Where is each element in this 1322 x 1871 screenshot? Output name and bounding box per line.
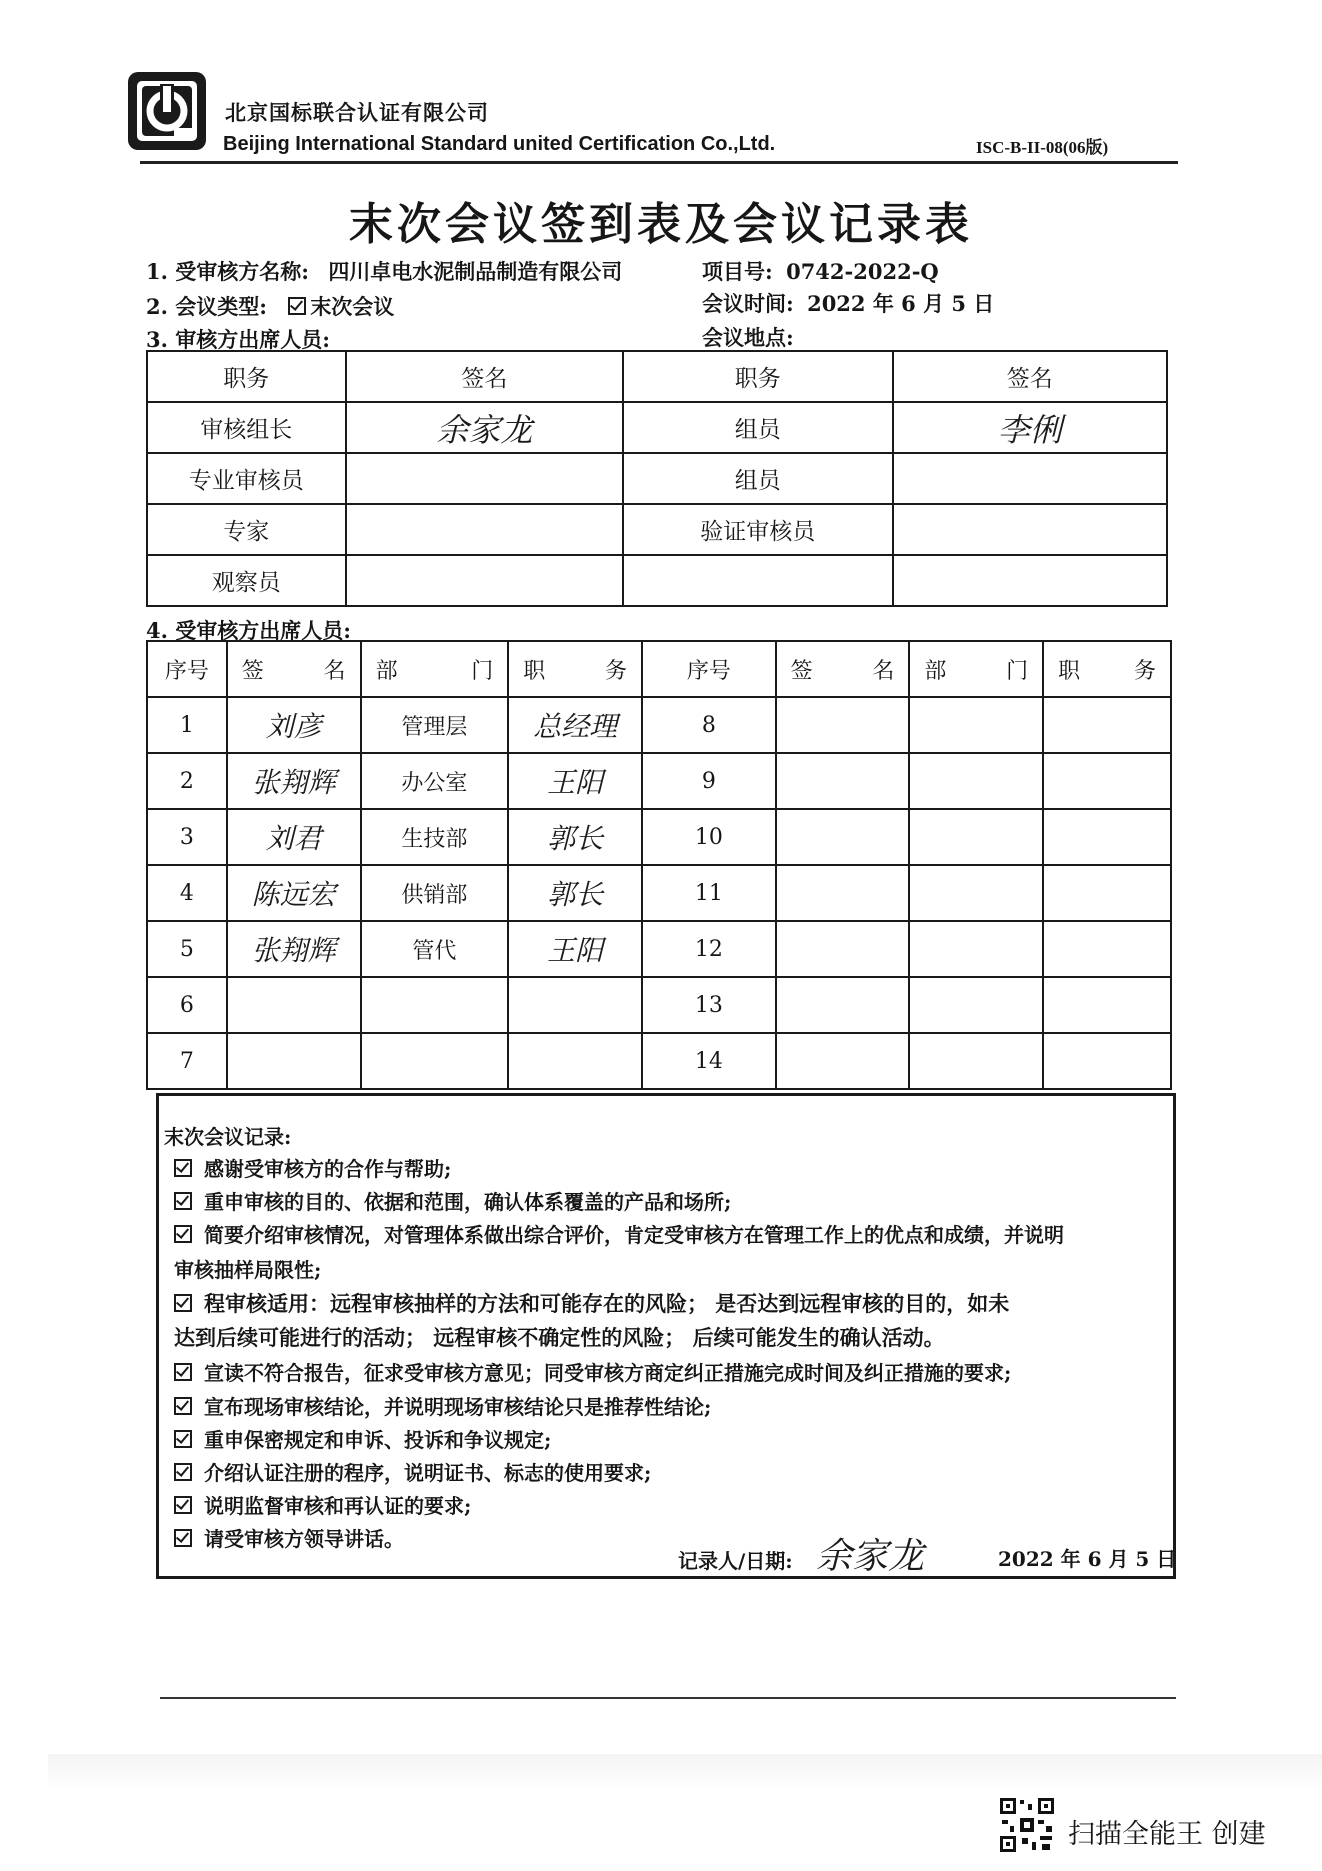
minutes-item <box>174 1424 551 1453</box>
position-cell[interactable] <box>508 1033 642 1089</box>
role-cell <box>623 555 892 606</box>
recorder-label: 记录人/日期: <box>678 1549 793 1573</box>
number-cell: 11 <box>642 865 776 921</box>
position-cell[interactable] <box>1043 1033 1171 1089</box>
number-cell: 9 <box>642 753 776 809</box>
header-position-text <box>1044 654 1170 685</box>
number-cell: 10 <box>642 809 776 865</box>
position-cell[interactable] <box>508 865 642 921</box>
signature-cell[interactable] <box>776 753 910 809</box>
header-department <box>361 641 509 697</box>
checkbox-checked[interactable] <box>174 1225 192 1243</box>
department-cell <box>361 977 509 1033</box>
header-department-text <box>362 654 508 685</box>
header-signature-text <box>228 654 360 685</box>
handwritten-signature: 总经理 <box>533 710 618 743</box>
handwritten-signature: 刘彦 <box>265 710 322 743</box>
minutes-item-text: 宣布现场审核结论，并说明现场审核结论只是推荐性结论; <box>204 1395 712 1419</box>
signature-cell[interactable] <box>227 809 361 865</box>
signature-cell[interactable] <box>227 753 361 809</box>
project-number-value: 0742-2022-Q <box>786 259 939 284</box>
header-signature: 签名 <box>346 351 624 402</box>
minutes-item-text: 程审核适用：远程审核抽样的方法和可能存在的风险； 是否达到远程审核的目的，如未 <box>204 1291 1010 1316</box>
header-char: 名 <box>872 658 895 684</box>
minutes-item-text: 说明监督审核和再认证的要求; <box>204 1494 472 1518</box>
header-char: 签 <box>790 658 813 684</box>
header-char: 职 <box>1058 658 1081 684</box>
handwritten-signature: 张翔辉 <box>251 934 336 967</box>
checkbox-checked[interactable] <box>174 1294 192 1312</box>
minutes-item <box>174 1457 651 1486</box>
meeting-type-label: 2. 会议类型: <box>146 294 267 319</box>
signature-cell[interactable] <box>227 865 361 921</box>
minutes-item <box>174 1186 731 1215</box>
auditee-attendees-label: 4. 受审核方出席人员: <box>146 618 351 643</box>
checkbox-checked[interactable] <box>174 1397 192 1415</box>
header-char: 部 <box>924 658 947 684</box>
signature-cell[interactable] <box>893 504 1168 555</box>
header-char: 务 <box>1133 658 1156 684</box>
position-cell[interactable] <box>1043 809 1171 865</box>
header-signature <box>776 641 910 697</box>
signature-cell[interactable] <box>776 1033 910 1089</box>
header-char: 名 <box>323 658 346 684</box>
number-cell: 14 <box>642 1033 776 1089</box>
handwritten-signature: 郭长 <box>547 878 604 911</box>
minutes-item <box>174 1391 711 1420</box>
number-cell: 4 <box>147 865 227 921</box>
number-cell: 13 <box>642 977 776 1033</box>
header-position <box>1043 641 1171 697</box>
table-row <box>147 402 1167 453</box>
minutes-item <box>174 1357 1011 1386</box>
signature-cell[interactable] <box>776 865 910 921</box>
auditee-attendance-table <box>146 640 1172 1090</box>
handwritten-signature: 王阳 <box>547 934 604 967</box>
auditee-rows <box>147 697 1171 1089</box>
department-cell[interactable] <box>909 809 1043 865</box>
qr-code-icon <box>998 1796 1056 1854</box>
minutes-item <box>174 1153 451 1182</box>
handwritten-signature: 王阳 <box>547 766 604 799</box>
signature-cell[interactable] <box>227 697 361 753</box>
handwritten-signature: 李俐 <box>997 410 1062 449</box>
number-cell: 7 <box>147 1033 227 1089</box>
minutes-item-text: 重申审核的目的、依据和范围，确认体系覆盖的产品和场所; <box>204 1190 732 1214</box>
project-number-row <box>702 256 939 286</box>
meeting-time-value: 2022 年 6 月 5 日 <box>807 291 995 316</box>
checkbox-checked[interactable] <box>174 1192 192 1210</box>
meeting-place-label: 会议地点: <box>702 325 794 350</box>
role-cell: 验证审核员 <box>623 504 892 555</box>
meeting-time-label: 会议时间: <box>702 291 794 316</box>
signature-cell[interactable] <box>893 453 1168 504</box>
header-signature: 签名 <box>893 351 1168 402</box>
table-row <box>147 753 1171 809</box>
role-cell: 审核组长 <box>147 402 346 453</box>
table-row <box>147 921 1171 977</box>
department-cell[interactable] <box>909 1033 1043 1089</box>
signature-cell[interactable] <box>346 555 624 606</box>
number-cell: 2 <box>147 753 227 809</box>
meeting-time-row <box>702 288 994 318</box>
signature-cell[interactable] <box>776 921 910 977</box>
department-cell: 管理层 <box>361 697 509 753</box>
number-cell: 5 <box>147 921 227 977</box>
minutes-item-continuation: 达到后续可能进行的活动； 远程审核不确定性的风险； 后续可能发生的确认活动。 <box>174 1325 945 1350</box>
signature-cell[interactable] <box>346 504 624 555</box>
table-header-row <box>147 351 1167 402</box>
header-position-text <box>509 654 641 685</box>
header-char: 职 <box>523 658 546 684</box>
position-cell[interactable] <box>1043 921 1171 977</box>
header-signature-text <box>777 654 909 685</box>
position-cell[interactable] <box>508 921 642 977</box>
project-number-label: 项目号: <box>702 259 773 284</box>
department-cell[interactable] <box>909 865 1043 921</box>
signature-cell[interactable] <box>227 921 361 977</box>
department-cell[interactable] <box>909 697 1043 753</box>
position-cell[interactable] <box>508 697 642 753</box>
table-row <box>147 555 1167 606</box>
company-name-en: Beijing International Standard united Certification Co.,Ltd. <box>223 133 776 155</box>
minutes-item <box>174 1288 1009 1318</box>
company-name-cn: 北京国标联合认证有限公司 <box>225 101 489 125</box>
department-cell[interactable] <box>909 977 1043 1033</box>
position-cell[interactable] <box>1043 753 1171 809</box>
company-logo <box>126 70 208 152</box>
header-divider <box>140 161 1178 164</box>
minutes-item-text: 请受审核方领导讲话。 <box>204 1527 404 1551</box>
checkbox-checked[interactable] <box>174 1159 192 1177</box>
table-row <box>147 977 1171 1033</box>
meeting-type-checkbox[interactable] <box>288 297 306 315</box>
position-cell[interactable] <box>1043 697 1171 753</box>
header-position <box>508 641 642 697</box>
header-department <box>909 641 1043 697</box>
form-number: ISC-B-II-08(06版) <box>976 138 1109 157</box>
header-char: 签 <box>241 658 264 684</box>
signature-cell[interactable] <box>893 555 1168 606</box>
table-row <box>147 697 1171 753</box>
position-cell[interactable] <box>508 977 642 1033</box>
department-cell: 管代 <box>361 921 509 977</box>
checkbox-checked[interactable] <box>174 1496 192 1514</box>
role-cell: 专业审核员 <box>147 453 346 504</box>
table-row <box>147 809 1171 865</box>
department-cell: 办公室 <box>361 753 509 809</box>
number-cell: 12 <box>642 921 776 977</box>
auditee-name-row <box>146 256 622 286</box>
header-number: 序号 <box>642 641 776 697</box>
table-header-row <box>147 641 1171 697</box>
checkbox-checked[interactable] <box>174 1529 192 1547</box>
checkbox-checked[interactable] <box>174 1363 192 1381</box>
header-char: 门 <box>471 658 494 684</box>
header-role: 职务 <box>623 351 892 402</box>
scan-edge-shadow <box>48 1754 1322 1792</box>
scanner-watermark: 扫描全能王 创建 <box>1068 1819 1266 1850</box>
minutes-item <box>174 1490 471 1519</box>
bottom-divider <box>160 1697 1176 1699</box>
minutes-item-text: 宣读不符合报告，征求受审核方意见；同受审核方商定纠正措施完成时间及纠正措施的要求; <box>204 1361 1012 1385</box>
minutes-item-text: 简要介绍审核情况，对管理体系做出综合评价，肯定受审核方在管理工作上的优点和成绩，并说明 <box>204 1223 1064 1247</box>
department-cell: 供销部 <box>361 865 509 921</box>
handwritten-signature: 张翔辉 <box>251 766 336 799</box>
number-cell: 6 <box>147 977 227 1033</box>
minutes-item-text: 重申保密规定和申诉、投诉和争议规定; <box>204 1428 552 1452</box>
department-cell[interactable] <box>909 753 1043 809</box>
header-char: 部 <box>375 658 398 684</box>
table-row <box>147 865 1171 921</box>
position-cell[interactable] <box>508 809 642 865</box>
handwritten-signature: 郭长 <box>547 822 604 855</box>
table-row <box>147 504 1167 555</box>
number-cell: 8 <box>642 697 776 753</box>
minutes-item-text: 感谢受审核方的合作与帮助; <box>204 1157 452 1181</box>
position-cell[interactable] <box>1043 865 1171 921</box>
role-cell: 组员 <box>623 402 892 453</box>
audit-team-attendees-label: 3. 审核方出席人员: <box>146 327 330 352</box>
checkbox-checked[interactable] <box>174 1430 192 1448</box>
minutes-item-continuation: 审核抽样局限性; <box>174 1258 322 1282</box>
role-cell: 专家 <box>147 504 346 555</box>
table-row <box>147 1033 1171 1089</box>
page-title: 末次会议签到表及会议记录表 <box>349 199 973 250</box>
minutes-item <box>174 1219 1064 1248</box>
header-char: 门 <box>1006 658 1029 684</box>
role-cell: 组员 <box>623 453 892 504</box>
signature-cell[interactable] <box>346 453 624 504</box>
audit-team-table <box>146 350 1168 607</box>
header-number: 序号 <box>147 641 227 697</box>
department-cell: 生技部 <box>361 809 509 865</box>
position-cell[interactable] <box>1043 977 1171 1033</box>
signature-cell[interactable] <box>776 697 910 753</box>
signature-cell[interactable] <box>227 1033 361 1089</box>
minutes-item <box>174 1523 404 1552</box>
number-cell: 1 <box>147 697 227 753</box>
handwritten-signature: 陈远宏 <box>251 878 336 911</box>
signature-cell[interactable] <box>227 977 361 1033</box>
meeting-type-value: 末次会议 <box>310 294 395 319</box>
auditee-name-value: 四川卓电水泥制品制造有限公司 <box>328 259 623 284</box>
department-cell[interactable] <box>909 921 1043 977</box>
position-cell[interactable] <box>508 753 642 809</box>
header-char: 务 <box>605 658 628 684</box>
signature-cell[interactable] <box>776 977 910 1033</box>
minutes-title: 末次会议记录: <box>164 1125 292 1149</box>
department-cell <box>361 1033 509 1089</box>
record-date: 2022 年 6 月 5 日 <box>998 1547 1177 1571</box>
handwritten-signature: 余家龙 <box>436 410 533 449</box>
auditee-name-label: 1. 受审核方名称: <box>146 259 309 284</box>
table-row <box>147 453 1167 504</box>
header-department-text <box>910 654 1042 685</box>
signature-cell[interactable] <box>776 809 910 865</box>
number-cell: 3 <box>147 809 227 865</box>
handwritten-signature: 刘君 <box>265 822 322 855</box>
role-cell: 观察员 <box>147 555 346 606</box>
checkbox-checked[interactable] <box>174 1463 192 1481</box>
signature-cell[interactable] <box>346 402 624 453</box>
minutes-item-text: 介绍认证注册的程序，说明证书、标志的使用要求; <box>204 1461 652 1485</box>
header-role: 职务 <box>147 351 346 402</box>
recorder-signature: 余家龙 <box>816 1536 925 1577</box>
signature-cell[interactable] <box>893 402 1168 453</box>
header-signature <box>227 641 361 697</box>
meeting-type-row <box>146 291 394 321</box>
